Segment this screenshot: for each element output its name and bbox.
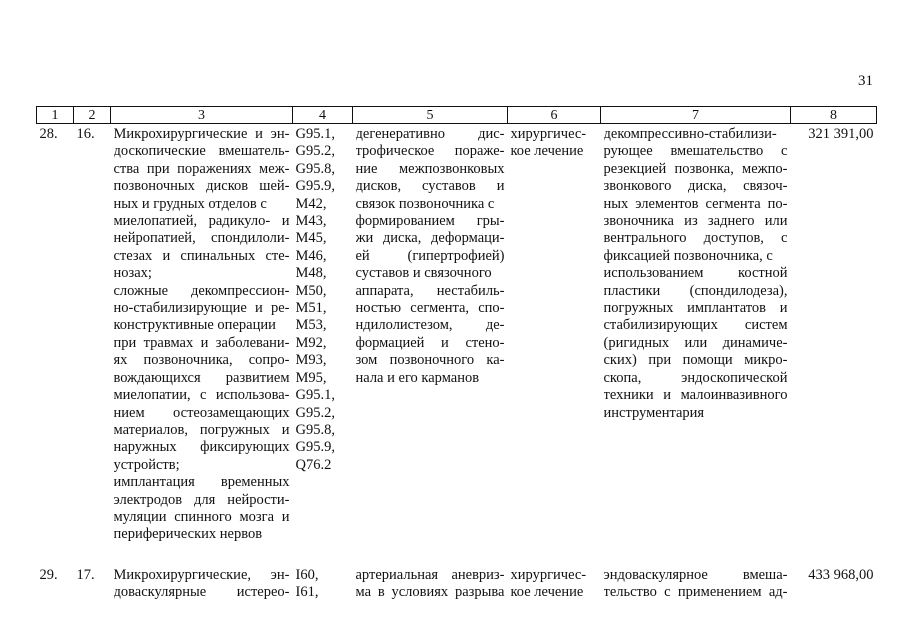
patient-model-line: суставов и связочного xyxy=(355,265,492,282)
header-col-7: 7 xyxy=(601,107,791,124)
care-type-line: при травмах и заболевани- xyxy=(113,334,290,351)
icd-code: G95.1, xyxy=(295,387,335,404)
treatment-method-line: пластики (спондилодеза), xyxy=(603,282,788,299)
treatment-method-line: декомпрессивно-стабилизи- xyxy=(603,126,777,142)
patient-model-line: дисков, суставов и xyxy=(355,178,505,195)
spacer-cell xyxy=(508,544,601,565)
header-col-5: 5 xyxy=(353,107,508,124)
spacer-cell xyxy=(791,544,877,565)
spacer-cell xyxy=(353,544,508,565)
icd-code: G95.2, xyxy=(295,404,335,421)
care-type-line: нием остеозамещающих xyxy=(113,404,290,421)
treatment-method-line: рующее вмешательство с xyxy=(603,143,788,160)
care-type-line: нейропатией, спондилоли- xyxy=(113,230,290,247)
care-type-line: устройств; xyxy=(113,456,180,473)
patient-model-line: ндилолистезом, де- xyxy=(355,317,505,334)
icd-code: G95.1, xyxy=(295,126,335,142)
care-type-line: периферических нервов xyxy=(113,526,263,543)
care-type-line: ных и грудных отделов с xyxy=(113,195,267,212)
header-col-8: 8 xyxy=(791,107,877,124)
table-row xyxy=(37,124,877,544)
icd-code: I60, xyxy=(295,566,319,583)
care-type-line: миелопатии, с использова- xyxy=(113,387,290,404)
icd-code: M42, xyxy=(295,195,327,212)
treatment-method-line: использованием костной xyxy=(603,265,788,282)
care-type-line: но-стабилизирующие и ре- xyxy=(113,300,290,317)
treatment-method-line: резекцией позвонка, межпо- xyxy=(603,160,788,177)
spacer-cell xyxy=(37,544,74,565)
treatment-type-line: хирургичес- xyxy=(510,566,587,583)
patient-model-line: ма в условиях разрыва xyxy=(355,584,505,601)
care-type-line: стезах и спинальных сте- xyxy=(113,247,290,264)
row-spacer xyxy=(37,544,877,565)
page-number: 31 xyxy=(858,73,873,89)
table-row xyxy=(37,565,877,602)
treatment-method-line: вентрального доступов, с xyxy=(603,230,788,247)
spacer-cell xyxy=(74,544,111,565)
patient-model-line: формацией и стено- xyxy=(355,334,505,351)
treatment-type-line: хирургичес- xyxy=(510,126,587,142)
spacer-cell xyxy=(601,544,791,565)
icd-code: Q76.2 xyxy=(295,456,332,473)
header-col-1: 1 xyxy=(37,107,74,124)
treatment-method-line: тельство с применением ад- xyxy=(603,584,788,601)
care-type-line: позвоночных дисков шей- xyxy=(113,178,290,195)
care-type-line: доскопические вмешатель- xyxy=(113,143,290,160)
icd-code: M46, xyxy=(295,247,327,264)
icd-code: M95, xyxy=(295,369,327,386)
icd-code: G95.2, xyxy=(295,143,335,160)
care-type-line: нозах; xyxy=(113,265,152,282)
treatment-method xyxy=(601,124,791,544)
treatment-method-line: ских) при помощи микро- xyxy=(603,352,788,369)
icd-code: M92, xyxy=(295,334,327,351)
icd-code: G95.9, xyxy=(295,439,335,456)
treatment-method-line: звонкового диска, связоч- xyxy=(603,178,788,195)
icd-codes xyxy=(293,124,353,544)
care-type-name xyxy=(111,565,293,602)
icd-code: G95.8, xyxy=(295,421,335,438)
patient-model-line: ние межпозвонковых xyxy=(355,160,505,177)
care-type-line: Микрохирургические, эн- xyxy=(113,566,290,583)
icd-code: G95.8, xyxy=(295,160,335,177)
care-type-line: ства при поражениях меж- xyxy=(113,160,290,177)
patient-model-line: жи диска, деформаци- xyxy=(355,230,505,247)
treatment-method-line: фиксацией позвоночника, с xyxy=(603,247,773,264)
patient-model-line: трофическое пораже- xyxy=(355,143,505,160)
header-col-2: 2 xyxy=(74,107,111,124)
patient-model-line: зом позвоночного ка- xyxy=(355,352,505,369)
header-row xyxy=(37,107,877,124)
patient-model-line: ей (гипертрофией) xyxy=(355,247,505,264)
care-type-name xyxy=(111,124,293,544)
icd-code: G95.9, xyxy=(295,178,335,195)
treatment-method xyxy=(601,565,791,602)
treatment-type xyxy=(508,565,601,602)
icd-code: M93, xyxy=(295,352,327,369)
care-type-line: имплантация временных xyxy=(113,474,290,491)
row-number: 29. xyxy=(39,566,58,583)
care-type-line: вождающихся развитием xyxy=(113,369,290,386)
patient-model-line: формированием гры- xyxy=(355,213,505,230)
spacer-cell xyxy=(111,544,293,565)
treatment-method-line: инструментария xyxy=(603,404,705,421)
icd-code: M48, xyxy=(295,265,327,282)
care-type-line: электродов для нейрости- xyxy=(113,491,290,508)
patient-model xyxy=(353,565,508,602)
care-type-line: доваскулярные истерео- xyxy=(113,584,290,601)
patient-model-line: связок позвоночника с xyxy=(355,195,495,212)
patient-model-line: артериальная аневриз- xyxy=(355,566,505,583)
treatment-type xyxy=(508,124,601,544)
care-type-line: наружных фиксирующих xyxy=(113,439,290,456)
spacer-cell xyxy=(293,544,353,565)
care-type-line: Микрохирургические и эн- xyxy=(113,126,290,142)
patient-model-line: дегенеративно дис- xyxy=(355,126,505,142)
care-type-line: сложные декомпрессион- xyxy=(113,282,290,299)
group-number: 16. xyxy=(76,126,95,142)
treatment-type-line: кое лечение xyxy=(510,584,584,601)
treatment-method-line: (ригидных или динамиче- xyxy=(603,334,788,351)
patient-model-line: нала и его карманов xyxy=(355,369,480,386)
patient-model xyxy=(353,124,508,544)
treatment-method-line: эндоваскулярное вмеша- xyxy=(603,566,788,583)
icd-code: I61, xyxy=(295,584,319,601)
care-type-line: ях позвоночника, сопро- xyxy=(113,352,290,369)
header-col-4: 4 xyxy=(293,107,353,124)
treatment-method-line: звоночника из заднего или xyxy=(603,213,788,230)
care-type-line: материалов, погружных и xyxy=(113,421,290,438)
icd-code: M53, xyxy=(295,317,327,334)
treatment-method-line: скопа, эндоскопической xyxy=(603,369,788,386)
group-number: 17. xyxy=(76,566,95,583)
care-type-line: миелопатией, радикуло- и xyxy=(113,213,290,230)
treatment-method-line: ных элементов сегмента по- xyxy=(603,195,788,212)
cost-value: 321 391,00 xyxy=(808,126,874,142)
header-col-6: 6 xyxy=(508,107,601,124)
treatment-table xyxy=(36,106,877,602)
patient-model-line: ностью сегмента, спо- xyxy=(355,300,505,317)
treatment-type-line: кое лечение xyxy=(510,143,584,160)
header-col-3: 3 xyxy=(111,107,293,124)
icd-code: M45, xyxy=(295,230,327,247)
patient-model-line: аппарата, нестабиль- xyxy=(355,282,505,299)
care-type-line: муляции спинного мозга и xyxy=(113,508,290,525)
icd-codes xyxy=(293,565,353,602)
icd-code: M50, xyxy=(295,282,327,299)
cost-value: 433 968,00 xyxy=(808,566,874,583)
icd-code: M51, xyxy=(295,300,327,317)
row-number: 28. xyxy=(39,126,58,142)
care-type-line: конструктивные операции xyxy=(113,317,276,334)
treatment-method-line: техники и малоинвазивного xyxy=(603,387,788,404)
treatment-method-line: погружных имплантатов и xyxy=(603,300,788,317)
treatment-method-line: стабилизирующих систем xyxy=(603,317,788,334)
icd-code: M43, xyxy=(295,213,327,230)
